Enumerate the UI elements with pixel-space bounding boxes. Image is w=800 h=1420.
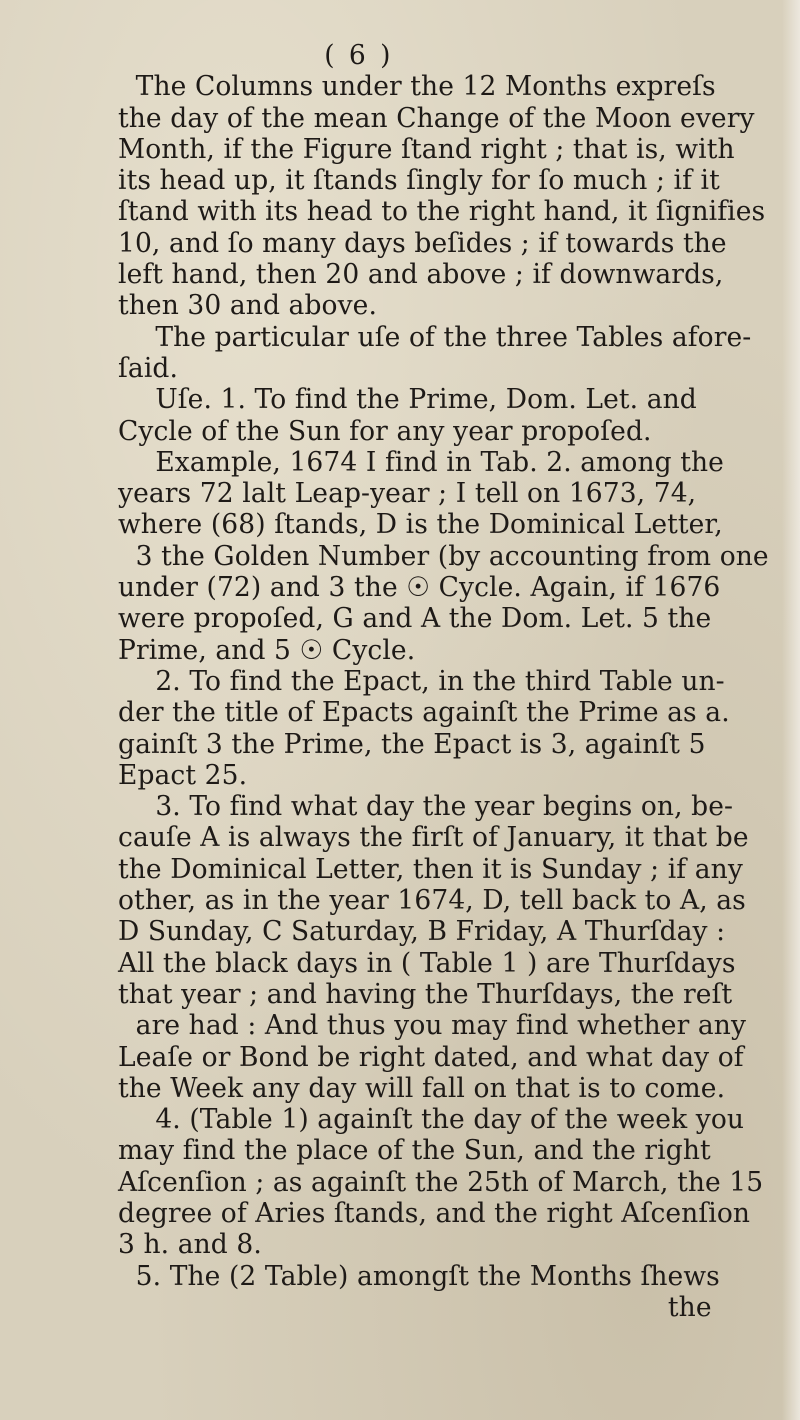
text-line: other, as in the year 1674, D, tell back to A, as xyxy=(118,885,746,917)
text-line: its head up, it ſtands ſingly for ſo much ; if it xyxy=(118,165,720,197)
text-line: degree of Aries ſtands, and the right Aſcenſion xyxy=(118,1197,751,1229)
text-line: ſaid. xyxy=(118,352,178,384)
text-line: under (72) and 3 the ☉ Cycle. Again, if 1676 xyxy=(118,572,721,604)
text-line: may find the place of the Sun, and the right xyxy=(118,1135,711,1167)
text-line: that year ; and having the Thurſdays, the reſt xyxy=(118,978,733,1010)
page-edge xyxy=(782,0,800,1420)
text-line: the day of the mean Change of the Moon every xyxy=(118,102,755,134)
page-number: ( 6 ) xyxy=(324,40,394,71)
text-line: 3 h. and 8. xyxy=(118,1229,262,1261)
text-line: gainſt 3 the Prime, the Epact is 3, againſt 5 xyxy=(118,728,706,760)
text-line: left hand, then 20 and above ; if downwards, xyxy=(118,259,724,291)
text-line: der the title of Epacts againſt the Prime as a. xyxy=(118,697,730,729)
text-line: then 30 and above. xyxy=(118,290,377,322)
page-text xyxy=(118,40,798,1323)
text-line: 10, and ſo many days beſides ; if towards the xyxy=(118,227,727,259)
text-line: 3. To find what day the year begins on, be- xyxy=(155,791,734,823)
text-line: cauſe A is always the firſt of January, it that be xyxy=(118,822,749,854)
text-line: The particular uſe of the three Tables afore- xyxy=(155,321,752,353)
text-line: Leaſe or Bond be right dated, and what day of xyxy=(118,1041,744,1073)
text-line: The Columns under the 12 Months expreſs xyxy=(135,71,716,103)
text-line: Prime, and 5 ☉ Cycle. xyxy=(118,634,416,666)
text-line: the Week any day will fall on that is to come. xyxy=(118,1072,726,1104)
catchword: the xyxy=(667,1291,712,1323)
text-line: 2. To find the Epact, in the third Table un- xyxy=(155,665,725,697)
text-line: where (68) ſtands, D is the Dominical Letter, xyxy=(118,509,723,541)
text-line: 5. The (2 Table) amongſt the Months ſhews xyxy=(135,1260,720,1292)
text-line: All the black days in ( Table 1 ) are Thurſdays xyxy=(118,947,736,979)
text-line: 4. (Table 1) againſt the day of the week you xyxy=(155,1104,745,1136)
text-line: Month, if the Figure ſtand right ; that is, with xyxy=(118,133,735,165)
text-line: were propoſed, G and A the Dom. Let. 5 the xyxy=(118,603,712,635)
text-line: 3 the Golden Number (by accounting from one xyxy=(135,540,769,572)
text-line: D Sunday, C Saturday, B Friday, A Thurſday : xyxy=(118,916,726,948)
text-line: Example, 1674 I find in Tab. 2. among the xyxy=(155,446,724,478)
text-line: are had : And thus you may find whether any xyxy=(135,1010,747,1042)
text-line: Epact 25. xyxy=(118,759,248,791)
text-line: Aſcenſion ; as againſt the 25th of March, the 15 xyxy=(118,1166,764,1198)
text-line: Uſe. 1. To find the Prime, Dom. Let. and xyxy=(155,384,697,416)
text-line: ſtand with its head to the right hand, it ſignifies xyxy=(118,196,766,228)
text-line: years 72 lalt Leap-year ; I tell on 1673, 74, xyxy=(118,478,697,510)
text-line: the Dominical Letter, then it is Sunday ; if any xyxy=(118,853,743,885)
text-line: Cycle of the Sun for any year propoſed. xyxy=(118,415,652,447)
